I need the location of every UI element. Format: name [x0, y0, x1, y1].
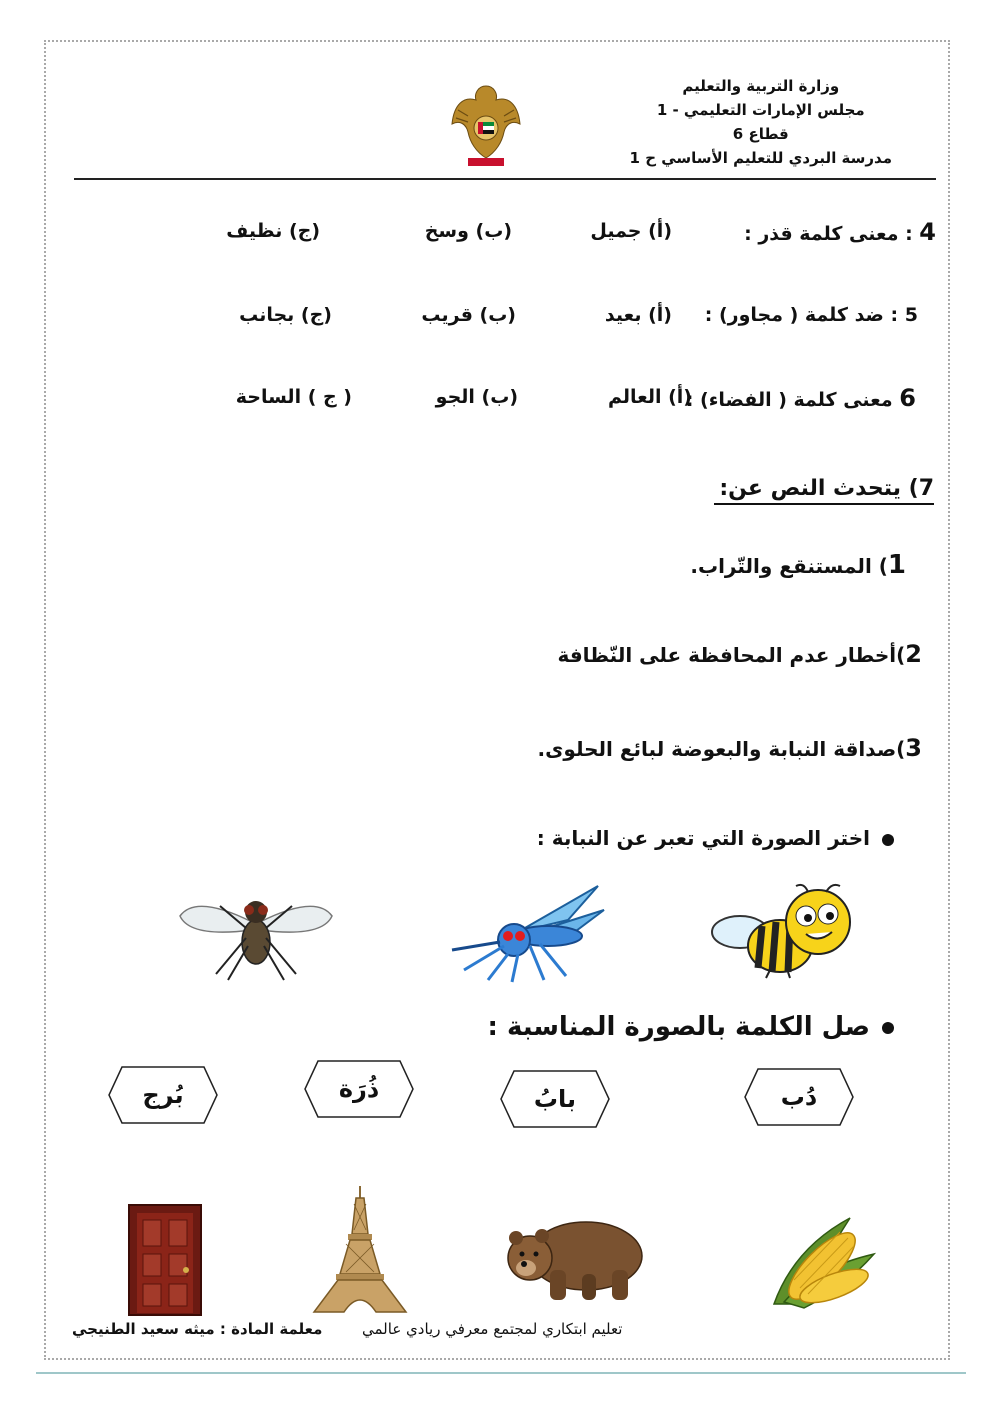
option-text: )صداقة النبابة والبعوضة لبائع الحلوى.	[537, 737, 906, 761]
word-card-door[interactable]	[500, 1070, 610, 1128]
option-number: 3	[905, 734, 922, 762]
instruction-text: اختر الصورة التي تعبر عن النبابة :	[536, 826, 870, 850]
question-5	[705, 304, 918, 326]
door-icon[interactable]	[128, 1204, 202, 1316]
answer-option-3[interactable]	[537, 734, 922, 762]
option-c[interactable]: ( ج ) الساحة	[235, 386, 352, 408]
option-c[interactable]: (ج) نظيف	[226, 220, 320, 242]
word-card-corn[interactable]	[304, 1060, 414, 1118]
option-b[interactable]: (ب) الجو	[435, 386, 518, 408]
option-number: 1	[887, 550, 906, 580]
sector-name: قطاع 6	[732, 125, 789, 143]
fly-icon[interactable]	[176, 880, 336, 984]
picture-task-instruction	[537, 826, 894, 850]
corn-icon[interactable]	[764, 1208, 882, 1312]
question-prompt: معنى كلمة ( الفضاء) :	[685, 389, 893, 411]
question-number: 6	[899, 384, 916, 412]
option-c[interactable]: (ج) بجانب	[239, 304, 332, 326]
tower-icon[interactable]	[312, 1184, 408, 1314]
question-4	[744, 218, 936, 246]
header-divider	[74, 178, 936, 180]
word-label: بابُ	[533, 1085, 577, 1113]
word-label: ذُرَة	[338, 1075, 380, 1103]
mosquito-icon[interactable]	[448, 880, 608, 984]
bullet-icon	[882, 834, 894, 846]
school-slogan: تعليم ابتكاري لمجتمع معرفي ريادي عالمي	[362, 1320, 623, 1338]
school-name: مدرسة البردي للتعليم الأساسي ح 1	[629, 149, 892, 167]
question-prompt: : معنى كلمة قذر :	[744, 223, 913, 245]
option-a[interactable]: (أ) بعيد	[604, 304, 672, 326]
word-card-bear[interactable]	[744, 1068, 854, 1126]
question-prompt: : ضد كلمة ( مجاور) :	[704, 304, 899, 326]
uae-emblem-icon	[450, 80, 522, 170]
answer-option-2[interactable]	[557, 640, 922, 668]
question-6	[686, 384, 916, 412]
bottom-rule	[36, 1372, 966, 1374]
instruction-text: صل الكلمة بالصورة المناسبة :	[487, 1012, 870, 1042]
option-b[interactable]: (ب) وسخ	[424, 220, 512, 242]
option-a[interactable]: (أ) جميل	[590, 220, 672, 242]
option-number: 2	[905, 640, 922, 668]
word-label: بُرج	[142, 1081, 184, 1109]
option-text: )أخطار عدم المحافظة على النّظافة	[557, 643, 906, 667]
teacher-name: معلمة المادة : ميثه سعيد الطنيجي	[72, 1320, 323, 1338]
question-7-heading: 7) يتحدث النص عن:	[714, 476, 934, 505]
council-name: مجلس الإمارات التعليمي - 1	[656, 101, 865, 119]
option-a[interactable]: (أ) العالم	[607, 386, 692, 408]
school-header	[630, 74, 892, 170]
ministry-name: وزارة التربية والتعليم	[682, 77, 840, 95]
answer-option-1[interactable]	[690, 550, 906, 580]
bear-icon[interactable]	[500, 1214, 646, 1302]
option-b[interactable]: (ب) قريب	[421, 304, 516, 326]
question-number: 4	[919, 218, 936, 246]
bullet-icon	[882, 1022, 894, 1034]
word-label: دُب	[780, 1083, 818, 1111]
word-card-tower[interactable]	[108, 1066, 218, 1124]
option-text: ) المستنقع والتّراب.	[690, 554, 888, 578]
bee-icon[interactable]	[710, 880, 860, 980]
match-task-instruction	[488, 1012, 895, 1042]
question-number: 5	[904, 304, 918, 326]
